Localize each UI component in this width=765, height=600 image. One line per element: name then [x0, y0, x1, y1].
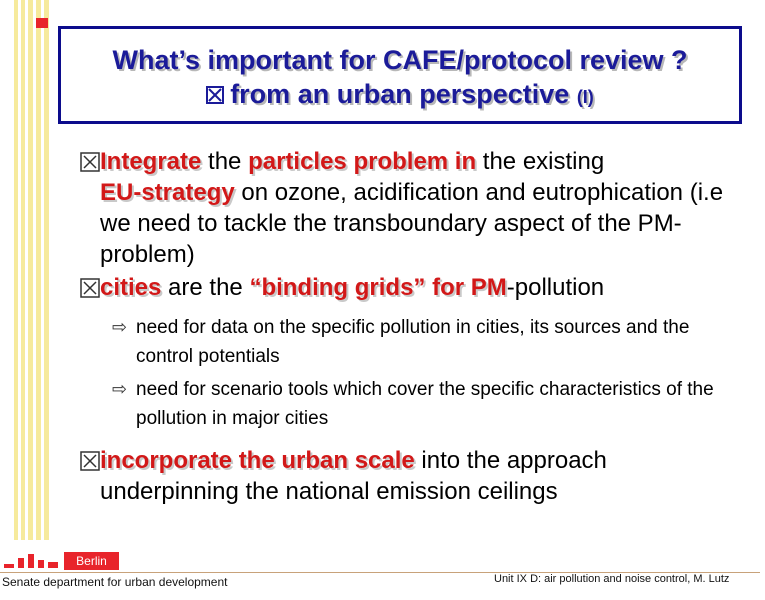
asterisk-bullet-icon [80, 152, 100, 172]
bullet-1-text: the existing [476, 148, 605, 175]
bullet-3 [30, 445, 750, 507]
decorative-red-block [36, 18, 48, 28]
bullet-1-text: the [201, 148, 249, 175]
subbullet-1 [30, 313, 750, 371]
arrow-icon: ⇨ [112, 317, 128, 337]
title-line-1: What’s important for CAFE/protocol review ? [112, 45, 688, 75]
bullet-1-highlight: Integrate [100, 148, 202, 175]
bullet-1-highlight: particles problem in [248, 148, 477, 175]
bullet-2-highlight: “binding grids” for PM [249, 274, 507, 301]
title-suffix: (I) [576, 87, 594, 107]
berlin-logo-text: Berlin [64, 552, 119, 570]
bullet-3-text: into the approach underpinning the national emission ceilings [100, 447, 607, 505]
bullet-2-text: are the [161, 274, 250, 301]
subbullet-2 [30, 375, 750, 433]
bullet-2-text: -pollution [506, 274, 605, 301]
bullet-1-highlight: EU-strategy [100, 179, 235, 206]
bullet-1-text: on ozone, acidification and eutrophication (i.e we need to tackle the transboundary aspect of the PM-problem) [100, 179, 724, 268]
asterisk-bullet-icon [80, 278, 100, 298]
arrow-icon: ⇨ [112, 379, 128, 399]
slide-body [30, 146, 750, 507]
title-box [58, 26, 742, 124]
bullet-2 [30, 272, 750, 303]
asterisk-bullet-icon [80, 451, 100, 471]
title-line-2 [61, 77, 739, 114]
boxed-x-icon [206, 86, 224, 104]
title-line-2-text: from an urban perspective [230, 79, 570, 109]
subbullet-2-text: need for scenario tools which cover the specific characteristics of the pollution in major cities [136, 379, 714, 429]
bear-logo-icon [2, 552, 62, 572]
bullet-2-highlight: cities [100, 274, 162, 301]
bullet-1 [30, 146, 750, 270]
bullet-3-highlight: incorporate the urban scale [100, 447, 415, 474]
subbullet-1-text: need for data on the specific pollution in cities, its sources and the control potentials [136, 317, 690, 367]
footer-right-text: Unit IX D: air pollution and noise control, M. Lutz [494, 573, 730, 585]
footer-left-text: Senate department for urban development [2, 575, 228, 589]
